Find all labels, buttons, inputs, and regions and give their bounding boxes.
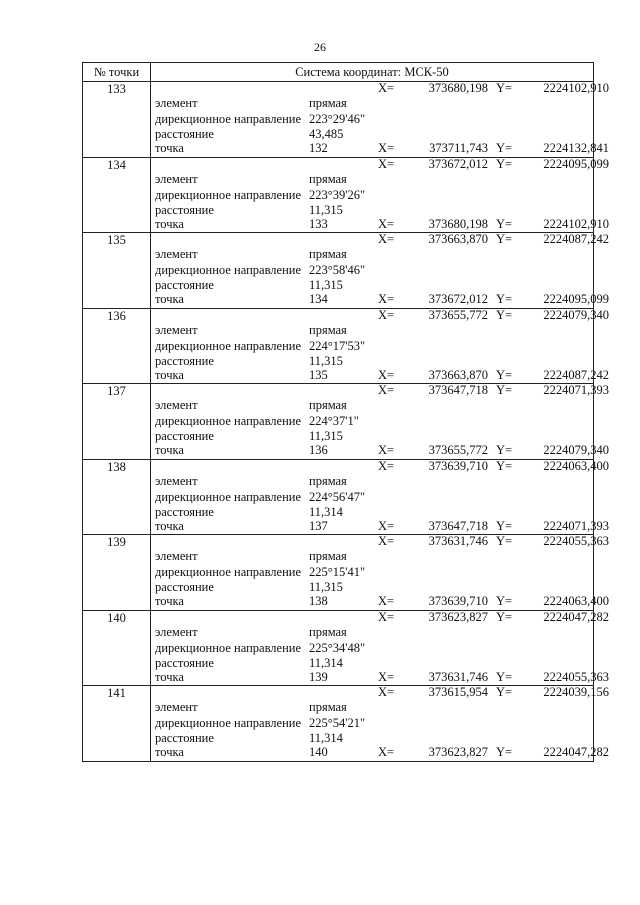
direction-label: дирекционное направление [155, 112, 302, 126]
row-details [151, 307, 609, 384]
direction-label: дирекционное направление [155, 338, 302, 353]
x-label: X= [378, 216, 395, 231]
element-label: элемент [155, 624, 198, 639]
y-end: 2224047,282 [543, 745, 609, 759]
y-label: Y= [496, 534, 513, 548]
row-details [151, 685, 609, 761]
direction-value: 225°34'48" [309, 640, 366, 655]
y-label: Y= [496, 156, 513, 171]
direction-label: дирекционное направление [155, 263, 302, 277]
to-point-value: 133 [309, 216, 328, 231]
row-details [151, 534, 609, 610]
direction-value: 225°54'21" [309, 716, 366, 730]
x-start: 373680,198 [428, 81, 488, 95]
point-label: точка [155, 367, 184, 382]
element-value: прямая [309, 247, 347, 261]
x-end: 373680,198 [428, 216, 488, 231]
direction-value: 224°17'53" [309, 338, 366, 353]
element-value: прямая [309, 398, 347, 412]
distance-value: 11,314 [309, 655, 343, 670]
y-label: Y= [496, 216, 513, 231]
point-label: точка [155, 292, 184, 306]
element-label: элемент [155, 549, 198, 563]
point-number: 135 [83, 233, 151, 308]
direction-value: 223°39'26" [309, 187, 366, 202]
distance-value: 11,314 [309, 504, 343, 519]
y-start: 2224102,910 [543, 81, 609, 95]
distance-value: 11,315 [309, 429, 343, 443]
direction-label: дирекционное направление [155, 489, 302, 504]
row-details [151, 458, 609, 535]
y-label: Y= [496, 307, 513, 322]
point-number: 138 [83, 460, 151, 535]
distance-value: 43,485 [309, 127, 344, 141]
distance-label: расстояние [155, 127, 214, 141]
distance-label: расстояние [155, 655, 214, 670]
to-point-value: 136 [309, 443, 328, 457]
row-details [151, 383, 609, 459]
x-end: 373655,772 [428, 443, 488, 457]
point-label: точка [155, 745, 184, 759]
direction-label: дирекционное направление [155, 640, 302, 655]
direction-label: дирекционное направление [155, 414, 302, 428]
point-number: 140 [83, 611, 151, 686]
y-end: 2224132,841 [543, 141, 609, 155]
direction-value: 225°15'41" [309, 565, 366, 579]
y-end: 2224079,340 [543, 443, 609, 457]
distance-label: расстояние [155, 202, 214, 217]
x-label: X= [378, 669, 395, 684]
y-end: 2224063,400 [543, 594, 609, 608]
x-start: 373623,827 [428, 609, 488, 624]
distance-value: 11,315 [309, 580, 343, 594]
to-point-value: 139 [309, 669, 328, 684]
element-value: прямая [309, 700, 347, 714]
to-point-value: 138 [309, 594, 328, 608]
x-start: 373639,710 [428, 458, 488, 473]
element-label: элемент [155, 398, 198, 412]
row-details [151, 156, 609, 233]
x-end: 373672,012 [428, 292, 488, 306]
direction-value: 223°29'46" [309, 112, 366, 126]
x-start: 373615,954 [428, 685, 488, 699]
distance-value: 11,315 [309, 353, 343, 368]
x-end: 373639,710 [428, 594, 488, 608]
to-point-value: 135 [309, 367, 328, 382]
y-label: Y= [496, 367, 513, 382]
point-number: 133 [83, 82, 151, 157]
distance-value: 11,314 [309, 731, 343, 745]
y-end: 2224055,363 [543, 669, 609, 684]
distance-label: расстояние [155, 504, 214, 519]
y-start: 2224087,242 [543, 232, 609, 246]
element-label: элемент [155, 473, 198, 488]
y-label: Y= [496, 141, 513, 155]
table-row [83, 307, 609, 385]
element-value: прямая [309, 96, 347, 110]
table-body [83, 81, 609, 761]
direction-value: 224°37'1" [309, 414, 359, 428]
to-point-value: 134 [309, 292, 328, 306]
point-number: 141 [83, 686, 151, 761]
element-label: элемент [155, 96, 198, 110]
distance-label: расстояние [155, 731, 214, 745]
row-details [151, 81, 609, 157]
point-label: точка [155, 141, 184, 155]
y-label: Y= [496, 458, 513, 473]
y-label: Y= [496, 383, 513, 397]
table-row [83, 383, 609, 460]
x-label: X= [378, 534, 395, 548]
x-label: X= [378, 458, 395, 473]
y-label: Y= [496, 745, 513, 759]
x-label: X= [378, 443, 395, 457]
x-end: 373711,743 [429, 141, 488, 155]
header-point-number: № точки [83, 63, 151, 81]
x-end: 373647,718 [428, 518, 488, 533]
x-end: 373663,870 [428, 367, 488, 382]
coordinates-table [82, 62, 609, 762]
to-point-value: 137 [309, 518, 328, 533]
y-start: 2224079,340 [543, 307, 609, 322]
y-label: Y= [496, 594, 513, 608]
table-row [83, 458, 609, 536]
element-value: прямая [309, 549, 347, 563]
element-value: прямая [309, 171, 347, 186]
distance-label: расстояние [155, 353, 214, 368]
y-label: Y= [496, 443, 513, 457]
table-row [83, 81, 609, 158]
x-label: X= [378, 232, 395, 246]
table-row [83, 156, 609, 234]
y-label: Y= [496, 609, 513, 624]
x-end: 373631,746 [428, 669, 488, 684]
y-end: 2224095,099 [543, 292, 609, 306]
x-start: 373655,772 [428, 307, 488, 322]
point-label: точка [155, 443, 184, 457]
x-end: 373623,827 [428, 745, 488, 759]
to-point-value: 140 [309, 745, 328, 759]
distance-label: расстояние [155, 278, 214, 292]
x-label: X= [378, 307, 395, 322]
element-label: элемент [155, 322, 198, 337]
table-row [83, 232, 609, 309]
y-end: 2224071,393 [543, 518, 609, 533]
x-label: X= [378, 141, 395, 155]
point-number: 134 [83, 158, 151, 233]
x-start: 373663,870 [428, 232, 488, 246]
page-number: 26 [314, 40, 326, 54]
y-start: 2224063,400 [543, 458, 609, 473]
point-number: 139 [83, 535, 151, 610]
x-label: X= [378, 685, 395, 699]
to-point-value: 132 [309, 141, 328, 155]
y-label: Y= [496, 685, 513, 699]
y-label: Y= [496, 669, 513, 684]
y-label: Y= [496, 232, 513, 246]
distance-label: расстояние [155, 429, 214, 443]
element-label: элемент [155, 247, 198, 261]
distance-label: расстояние [155, 580, 214, 594]
y-label: Y= [496, 81, 513, 95]
x-label: X= [378, 156, 395, 171]
y-start: 2224095,099 [543, 156, 609, 171]
y-label: Y= [496, 518, 513, 533]
y-start: 2224039,156 [543, 685, 609, 699]
distance-value: 11,315 [309, 202, 343, 217]
point-label: точка [155, 669, 184, 684]
table-row [83, 685, 609, 761]
x-label: X= [378, 367, 395, 382]
element-value: прямая [309, 473, 347, 488]
point-number: 136 [83, 309, 151, 384]
direction-value: 223°58'46" [309, 263, 366, 277]
x-label: X= [378, 292, 395, 306]
x-label: X= [378, 81, 395, 95]
direction-label: дирекционное направление [155, 716, 302, 730]
point-label: точка [155, 594, 184, 608]
y-start: 2224047,282 [543, 609, 609, 624]
y-end: 2224087,242 [543, 367, 609, 382]
direction-label: дирекционное направление [155, 187, 302, 202]
element-value: прямая [309, 322, 347, 337]
y-start: 2224055,363 [543, 534, 609, 548]
row-details [151, 609, 609, 686]
y-label: Y= [496, 292, 513, 306]
x-start: 373631,746 [428, 534, 488, 548]
header-coordinate-system: Система координат: МСК-50 [295, 64, 449, 79]
direction-label: дирекционное направление [155, 565, 302, 579]
y-start: 2224071,393 [543, 383, 609, 397]
y-end: 2224102,910 [543, 216, 609, 231]
x-label: X= [378, 609, 395, 624]
point-label: точка [155, 216, 184, 231]
element-label: элемент [155, 171, 198, 186]
point-number: 137 [83, 384, 151, 459]
direction-value: 224°56'47" [309, 489, 366, 504]
x-label: X= [378, 383, 395, 397]
element-value: прямая [309, 624, 347, 639]
distance-value: 11,315 [309, 278, 343, 292]
x-label: X= [378, 594, 395, 608]
x-start: 373672,012 [428, 156, 488, 171]
table-row [83, 534, 609, 611]
row-details [151, 232, 609, 308]
element-label: элемент [155, 700, 198, 714]
point-label: точка [155, 518, 184, 533]
x-label: X= [378, 745, 395, 759]
table-row [83, 609, 609, 687]
x-start: 373647,718 [428, 383, 488, 397]
x-label: X= [378, 518, 395, 533]
